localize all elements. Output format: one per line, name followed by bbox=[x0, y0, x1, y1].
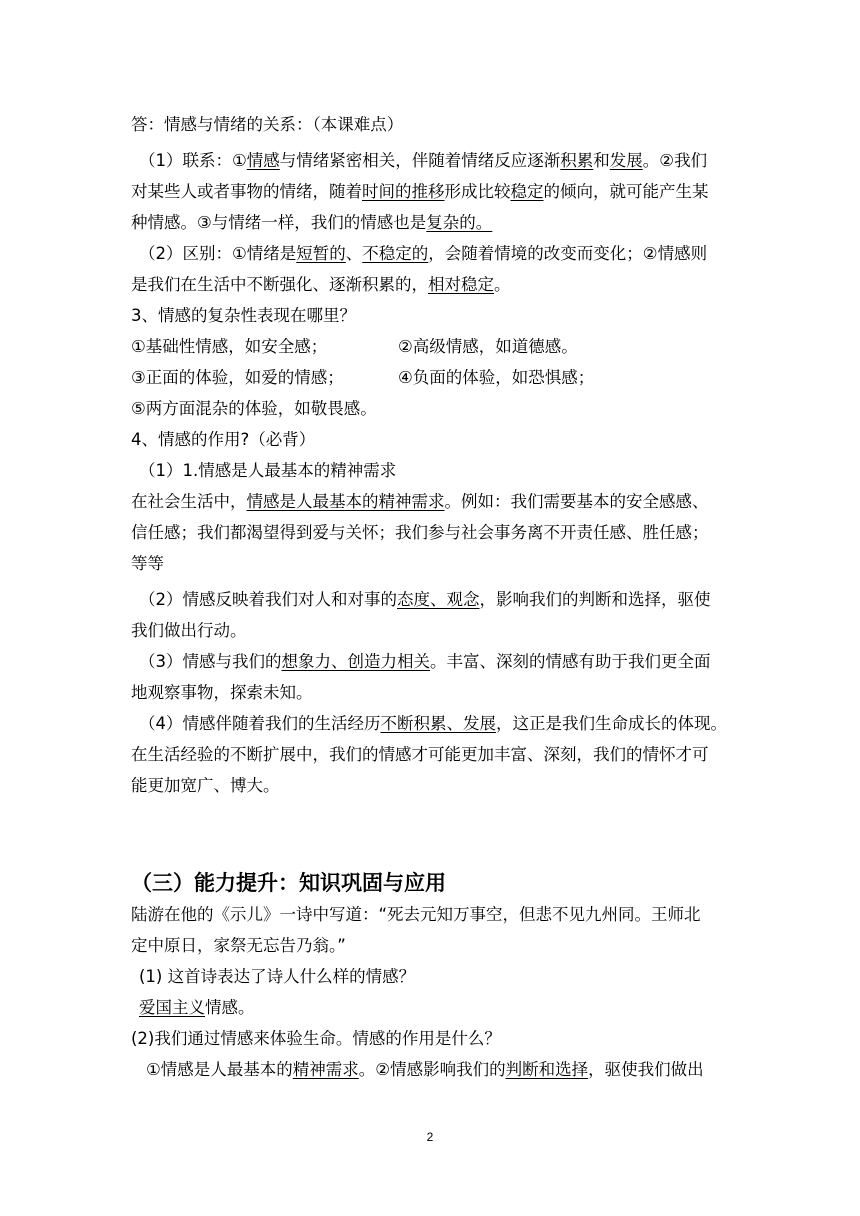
text-line bbox=[139, 967, 749, 987]
text-line bbox=[131, 554, 741, 574]
second-column-text: ④负面的体验，如恐惧感； bbox=[398, 368, 595, 387]
text-line bbox=[139, 244, 749, 264]
text-line bbox=[139, 714, 749, 734]
text-segment: 能更加宽广、博大。 bbox=[131, 776, 280, 795]
text-segment: ，影响我们的判断和选择，驱使 bbox=[479, 590, 711, 609]
text-line bbox=[139, 998, 749, 1018]
text-segment: 。例如：我们需要基本的安全感感、 bbox=[444, 492, 709, 511]
text-segment: 种情感。③与情绪一样，我们的情感也是 bbox=[131, 213, 427, 232]
text-line bbox=[139, 590, 749, 610]
underlined-text: 态度、观念 bbox=[397, 590, 480, 609]
text-segment: 与情绪紧密相关，伴随着情绪反应逐渐 bbox=[279, 151, 561, 170]
page-number: 2 bbox=[426, 1130, 434, 1144]
text-line bbox=[139, 461, 749, 481]
underlined-text: 判断和选择 bbox=[505, 1060, 589, 1079]
text-line bbox=[146, 1060, 756, 1080]
text-segment: ，这正是我们生命成长的体现。 bbox=[496, 714, 727, 733]
text-line bbox=[131, 492, 741, 512]
text-line bbox=[131, 399, 741, 419]
text-segment: 在社会生活中， bbox=[131, 492, 247, 511]
text-segment: 。②我们 bbox=[642, 151, 708, 170]
text-line bbox=[131, 306, 741, 326]
text-line bbox=[131, 621, 741, 641]
text-segment: （1）联系：① bbox=[139, 151, 247, 170]
text-segment: 4、情感的作用?（必背） bbox=[131, 430, 316, 449]
text-segment: ③正面的体验，如爱的情感； bbox=[131, 368, 344, 387]
text-segment: 情感。 bbox=[205, 998, 255, 1017]
second-column-text: ②高级情感，如道德感。 bbox=[398, 337, 578, 356]
text-line bbox=[131, 337, 741, 357]
text-segment: （3）情感与我们的 bbox=[139, 652, 282, 671]
text-segment: 。丰富、深刻的情感有助于我们更全面 bbox=[430, 652, 711, 671]
text-line bbox=[131, 776, 741, 796]
text-segment: 定中原日，家祭无忘告乃翁。” bbox=[131, 936, 346, 955]
text-segment: 。 bbox=[494, 275, 511, 294]
text-line bbox=[131, 182, 741, 202]
text-segment: (2)我们通过情感来体验生命。情感的作用是什么？ bbox=[131, 1029, 501, 1048]
underlined-text: 爱国主义 bbox=[139, 998, 205, 1017]
text-line bbox=[131, 1029, 741, 1049]
text-segment: 形成比较 bbox=[444, 182, 511, 201]
text-segment: (1) bbox=[139, 967, 163, 986]
text-segment: 等等 bbox=[131, 554, 164, 573]
text-segment: ①基础性情感，如安全感； bbox=[131, 337, 328, 356]
text-segment: （2）区别：①情绪是 bbox=[139, 244, 297, 263]
section-heading: （三）能力提升：知识巩固与应用 bbox=[131, 871, 446, 895]
text-line bbox=[131, 523, 741, 543]
text-line bbox=[139, 151, 749, 171]
text-segment: 陆游在他的《示儿》一诗中写道：“死去元知万事空，但悲不见九州同。王师北 bbox=[131, 905, 701, 924]
text-line bbox=[131, 936, 741, 956]
text-segment: 的倾向，就可能产生某 bbox=[543, 182, 709, 201]
text-line bbox=[131, 115, 741, 135]
underlined-text: 相对稳定 bbox=[428, 275, 494, 294]
text-segment: ，驱使我们做出 bbox=[588, 1060, 704, 1079]
text-line bbox=[139, 652, 749, 672]
underlined-text: 想象力、创造力相关 bbox=[281, 652, 430, 671]
underlined-text: 稳定 bbox=[510, 182, 544, 201]
text-segment: 这首诗表达了诗人什么样的情感？ bbox=[162, 967, 416, 986]
text-segment: ①情感是人最基本的 bbox=[146, 1060, 293, 1079]
text-line bbox=[131, 683, 741, 703]
text-segment: ，会随着情境的改变而变化；②情感则 bbox=[428, 244, 708, 263]
text-segment: 对某些人或者事物的情绪，随着 bbox=[131, 182, 362, 201]
underlined-text: 不稳定的 bbox=[362, 244, 429, 263]
text-segment: 和 bbox=[593, 151, 610, 170]
underlined-text: 复杂的。 bbox=[426, 213, 493, 232]
underlined-text: 情感是人最基本的精神需求 bbox=[246, 492, 445, 511]
underlined-text: 不断积累、发展 bbox=[380, 714, 496, 733]
text-segment: ⑤两方面混杂的体验，如敬畏感。 bbox=[131, 399, 377, 418]
underlined-text: 短暂的 bbox=[296, 244, 346, 263]
text-segment: 在生活经验的不断扩展中，我们的情感才可能更加丰富、深刻，我们的情怀才可 bbox=[131, 745, 709, 764]
text-segment: 信任感；我们都渴望得到爱与关怀；我们参与社会事务离不开责任感、胜任感； bbox=[131, 523, 709, 542]
text-segment: 我们做出行动。 bbox=[131, 621, 247, 640]
text-line bbox=[131, 745, 741, 765]
text-segment: 答：情感与情绪的关系：（本课难点） bbox=[131, 115, 404, 134]
text-segment: 、 bbox=[345, 244, 363, 263]
underlined-text: 时间的推移 bbox=[362, 182, 445, 201]
text-segment: 是我们在生活中不断强化、逐渐积累的， bbox=[131, 275, 428, 294]
text-segment: （1）1.情感是人最基本的精神需求 bbox=[139, 461, 397, 480]
text-segment: 。②情感影响我们的 bbox=[358, 1060, 506, 1079]
underlined-text: 积累 bbox=[560, 151, 594, 170]
text-line bbox=[131, 275, 741, 295]
underlined-text: 情感 bbox=[246, 151, 280, 170]
text-line bbox=[131, 368, 741, 388]
text-segment: （4）情感伴随着我们的生活经历 bbox=[139, 714, 381, 733]
underlined-text: 精神需求 bbox=[292, 1060, 359, 1079]
text-line bbox=[131, 430, 741, 450]
underlined-text: 发展 bbox=[609, 151, 643, 170]
text-segment: （2）情感反映着我们对人和对事的 bbox=[139, 590, 397, 609]
text-line bbox=[131, 213, 741, 233]
text-segment: 地观察事物，探索未知。 bbox=[131, 683, 313, 702]
text-line bbox=[131, 905, 741, 925]
text-segment: 3、情感的复杂性表现在哪里？ bbox=[131, 306, 356, 325]
